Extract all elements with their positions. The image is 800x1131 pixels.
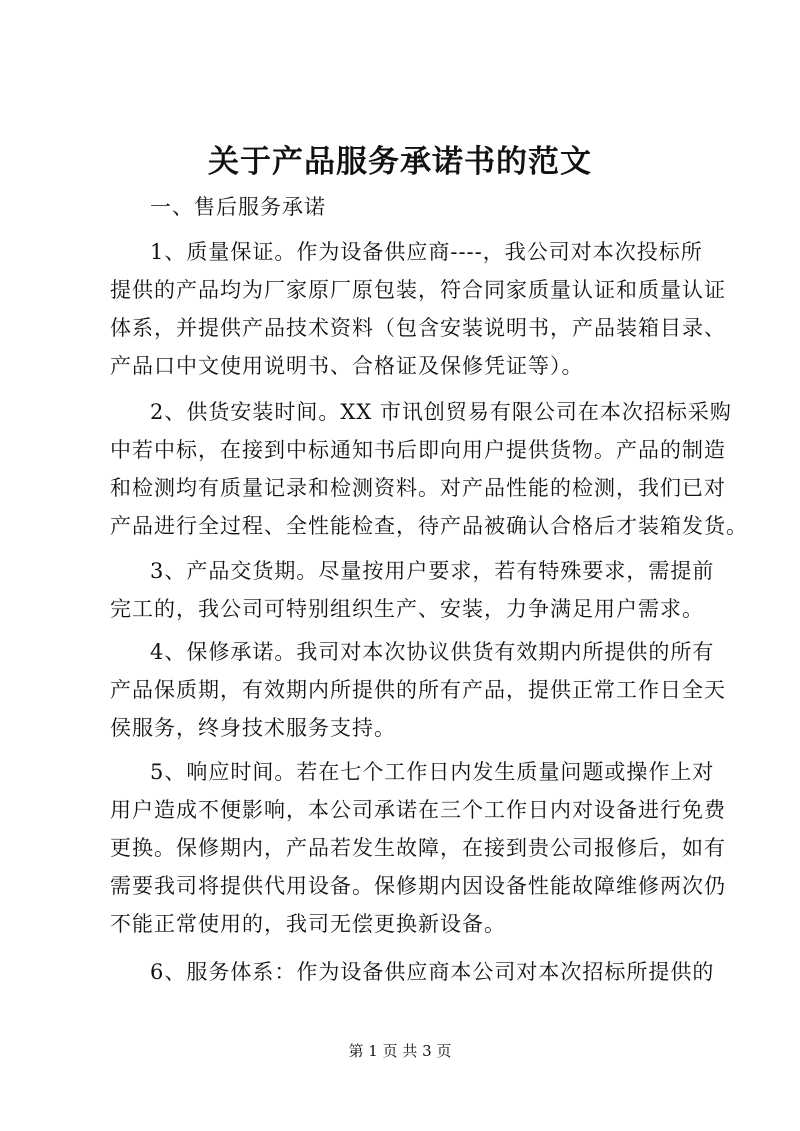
paragraph-line: 1、质量保证。作为设备供应商----，我公司对本次投标所 [150,240,703,264]
paragraph-line: 产品保质期，有效期内所提供的所有产品，提供正常工作日全天 [110,678,726,702]
paragraph-line: 完工的，我公司可特别组织生产、安装，力争满足用户需求。 [110,597,704,621]
document-title: 关于产品服务承诺书的范文 [208,144,592,180]
paragraph-line: 4、保修承诺。我司对本次协议供货有效期内所提供的所有 [150,640,715,664]
paragraph-line: 中若中标，在接到中标通知书后即向用户提供货物。产品的制造 [110,438,726,462]
page-footer: 第 1 页 共 3 页 [348,1042,452,1060]
paragraph-line: 需要我司将提供代用设备。保修期内因设备性能故障维修两次仍 [110,874,726,898]
paragraph-line: 和检测均有质量记录和检测资料。对产品性能的检测，我们已对 [110,476,726,500]
paragraph-line: 6、服务体系：作为设备供应商本公司对本次招标所提供的 [150,960,715,984]
paragraph-line: 产品进行全过程、全性能检查，待产品被确认合格后才装箱发货。 [110,514,748,538]
paragraph-line: 侯服务，终身技术服务支持。 [110,716,396,740]
paragraph-line: 更换。保修期内，产品若发生故障，在接到贵公司报修后，如有 [110,836,726,860]
paragraph-line: 产品口中文使用说明书、合格证及保修凭证等）。 [110,354,584,378]
paragraph-line: 用户造成不便影响，本公司承诺在三个工作日内对设备进行免费 [110,798,726,822]
paragraph-line: 2、供货安装时间。XX 市讯创贸易有限公司在本次招标采购 [150,400,732,424]
paragraph-line: 3、产品交货期。尽量按用户要求，若有特殊要求，需提前 [150,559,715,583]
paragraph-line: 不能正常使用的，我司无偿更换新设备。 [110,912,506,936]
paragraph-line: 5、响应时间。若在七个工作日内发生质量问题或操作上对 [150,760,715,784]
paragraph-line: 体系，并提供产品技术资料（包含安装说明书，产品装箱目录、 [110,316,726,340]
section-heading: 一、售后服务承诺 [150,195,326,219]
paragraph-line: 提供的产品均为厂家原厂原包装，符合同家质量认证和质量认证 [110,278,726,302]
